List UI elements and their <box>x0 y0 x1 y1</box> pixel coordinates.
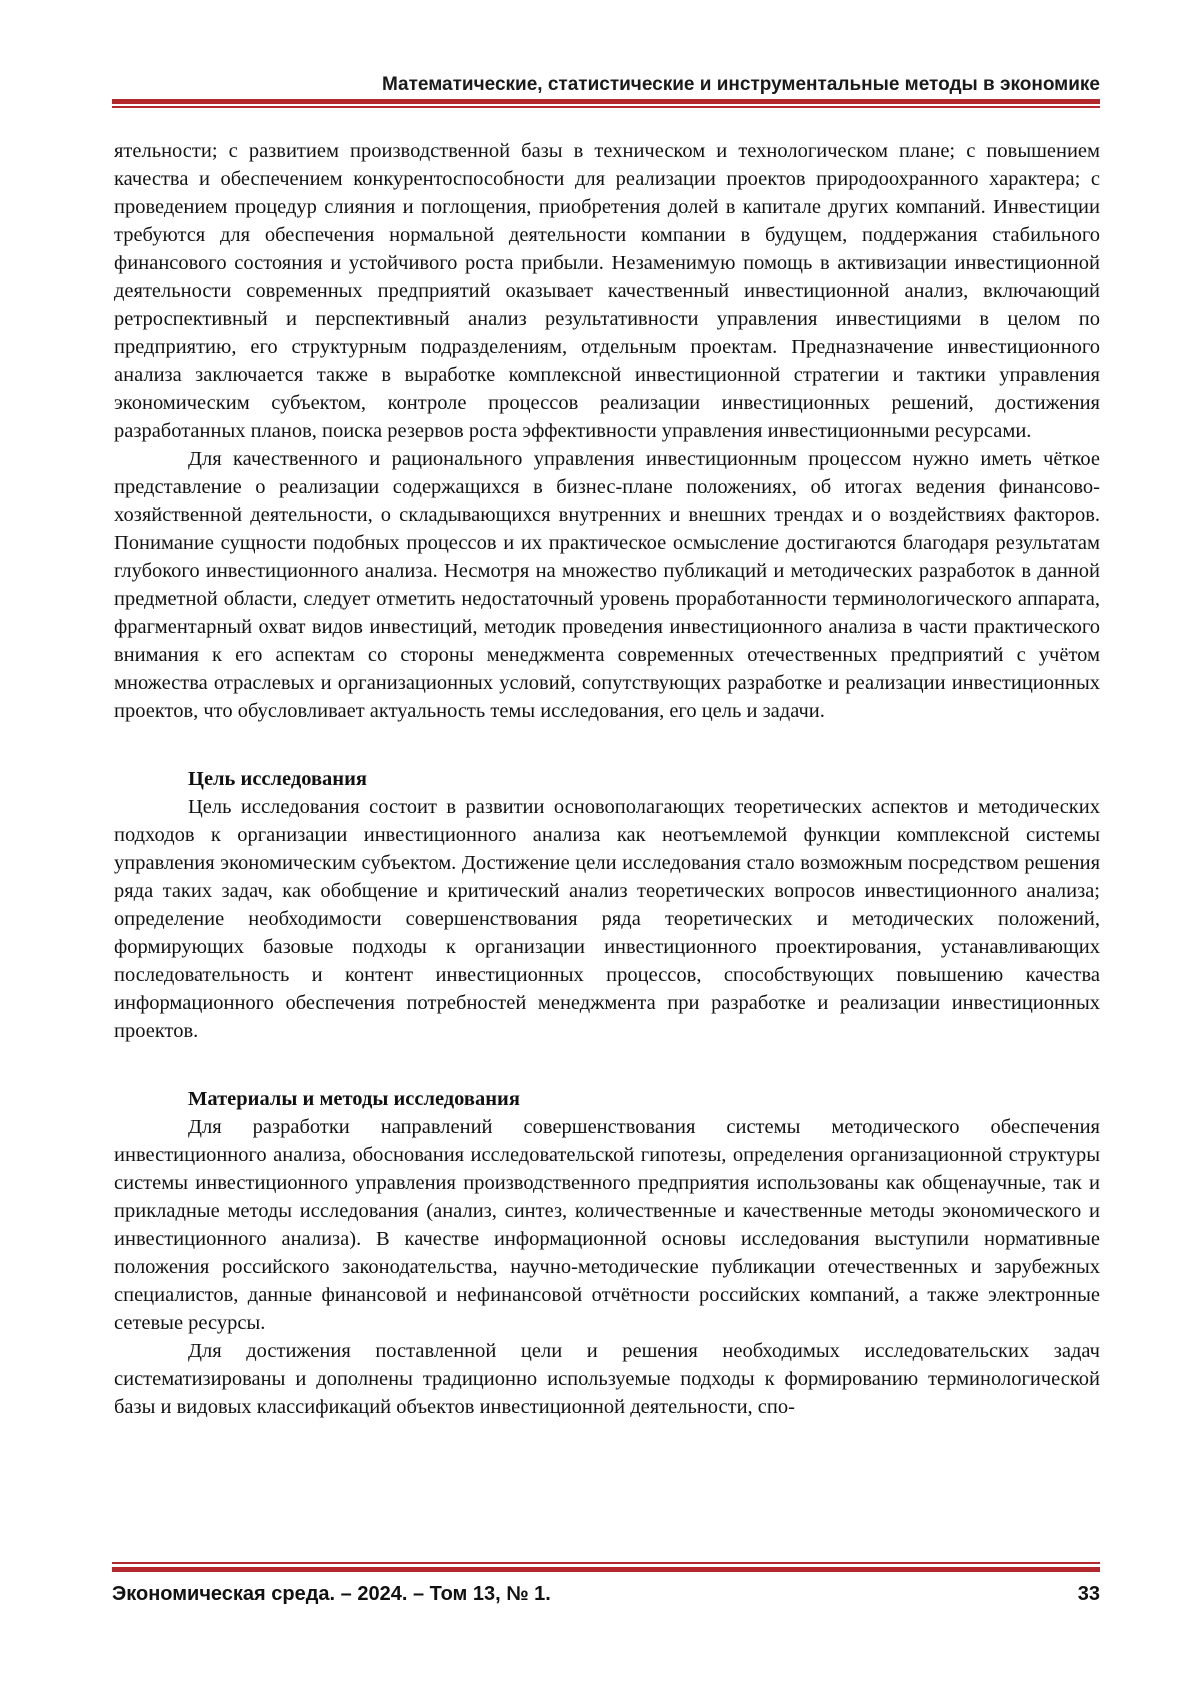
footer-rule-thick <box>112 1567 1100 1572</box>
page-number: 33 <box>1077 1583 1100 1605</box>
running-header: Математические, статистические и инструментальные методы в экономике <box>382 74 1100 95</box>
section-heading-goal: Цель исследования <box>188 768 367 790</box>
running-footer <box>112 1583 1100 1606</box>
paragraph-2: Для качественного и рационального управления инвестиционным процессом нужно иметь чёткое представление о реализации содержащихся в бизнес-плане положениях, об итогах ведения финансово-хозяйственной деятельности, о складывающихся внутренних и внешних трендах и о воздействиях факторов. Понимание сущности подобных процессов и их практическое осмысление достигаются благодаря результатам глубокого инвестиционного анализа. Несмотря на множество публикаций и методических разработок в данной предметной области, следует отметить недостаточный уровень проработанности терминологического аппарата, фрагментарный охват видов инвестиций, методик проведения инвестиционного анализа в части практического внимания к его аспектам со стороны менеджмента современных отечественных предприятий с учётом множества отраслевых и организационных условий, сопутствующих разработке и реализации инвестиционных проектов, что обусловливает актуальность темы исследования, его цель и задачи. <box>114 448 1100 722</box>
header-rule-thin <box>112 106 1100 108</box>
journal-citation: Экономическая среда. – 2024. – Том 13, № 1. <box>112 1583 551 1605</box>
footer-rule-thin <box>112 1562 1100 1564</box>
article-body <box>114 137 1100 1421</box>
paragraph-1: ятельности; с развитием производственной базы в техническом и технологическом плане; с повышением качества и обеспечением конкурентоспособности для реализации проектов природоохранного характера; с проведением процедур слияния и поглощения, приобретения долей в капитале других компаний. Инвестиции требуются для обеспечения нормальной деятельности компании в будущем, поддержания стабильного финансового состояния и устойчивого роста прибыли. Незаменимую помощь в активизации инвестиционной деятельности современных предприятий оказывает качественный инвестиционной анализ, включающий ретроспективный и перспективный анализ результативности управления инвестициями в целом по предприятию, его структурным подразделениям, отдельным проектам. Предназначение инвестиционного анализа заключается также в выработке комплексной инвестиционной стратегии и тактики управления экономическим субъектом, контроле процессов реализации инвестиционных решений, достижения разработанных планов, поиска резервов роста эффективности управления инвестиционными ресурсами. <box>114 140 1100 442</box>
section-heading-methods: Материалы и методы исследования <box>188 1088 520 1110</box>
methods-paragraph-1: Для разработки направлений совершенствования системы методического обеспечения инвестиционного анализа, обоснования исследовательской гипотезы, определения организационной структуры системы инвестиционного управления производственного предприятия использованы как общенаучные, так и прикладные методы исследования (анализ, синтез, количественные и качественные методы экономического и инвестиционного анализа). В качестве информационной основы исследования выступили нормативные положения российского законодательства, научно-методические публикации отечественных и зарубежных специалистов, данные финансовой и нефинансовой отчётности российских компаний, а также электронные сетевые ресурсы. <box>114 1116 1100 1334</box>
methods-paragraph-2: Для достижения поставленной цели и решения необходимых исследовательских задач систематизированы и дополнены традиционно используемые подходы к формированию терминологической базы и видовых классификаций объектов инвестиционной деятельности, спо- <box>114 1340 1100 1418</box>
goal-paragraph: Цель исследования состоит в развитии основополагающих теоретических аспектов и методических подходов к организации инвестиционного анализа как неотъемлемой функции комплексной системы управления экономическим субъектом. Достижение цели исследования стало возможным посредством решения ряда таких задач, как обобщение и критический анализ теоретических вопросов инвестиционного анализа; определение необходимости совершенствования ряда теоретических и методических положений, формирующих базовые подходы к организации инвестиционного проектирования, устанавливающих последовательность и контент инвестиционных процессов, способствующих повышению качества информационного обеспечения потребностей менеджмента при разработке и реализации инвестиционных проектов. <box>114 796 1100 1042</box>
header-rule-thick <box>112 99 1100 104</box>
